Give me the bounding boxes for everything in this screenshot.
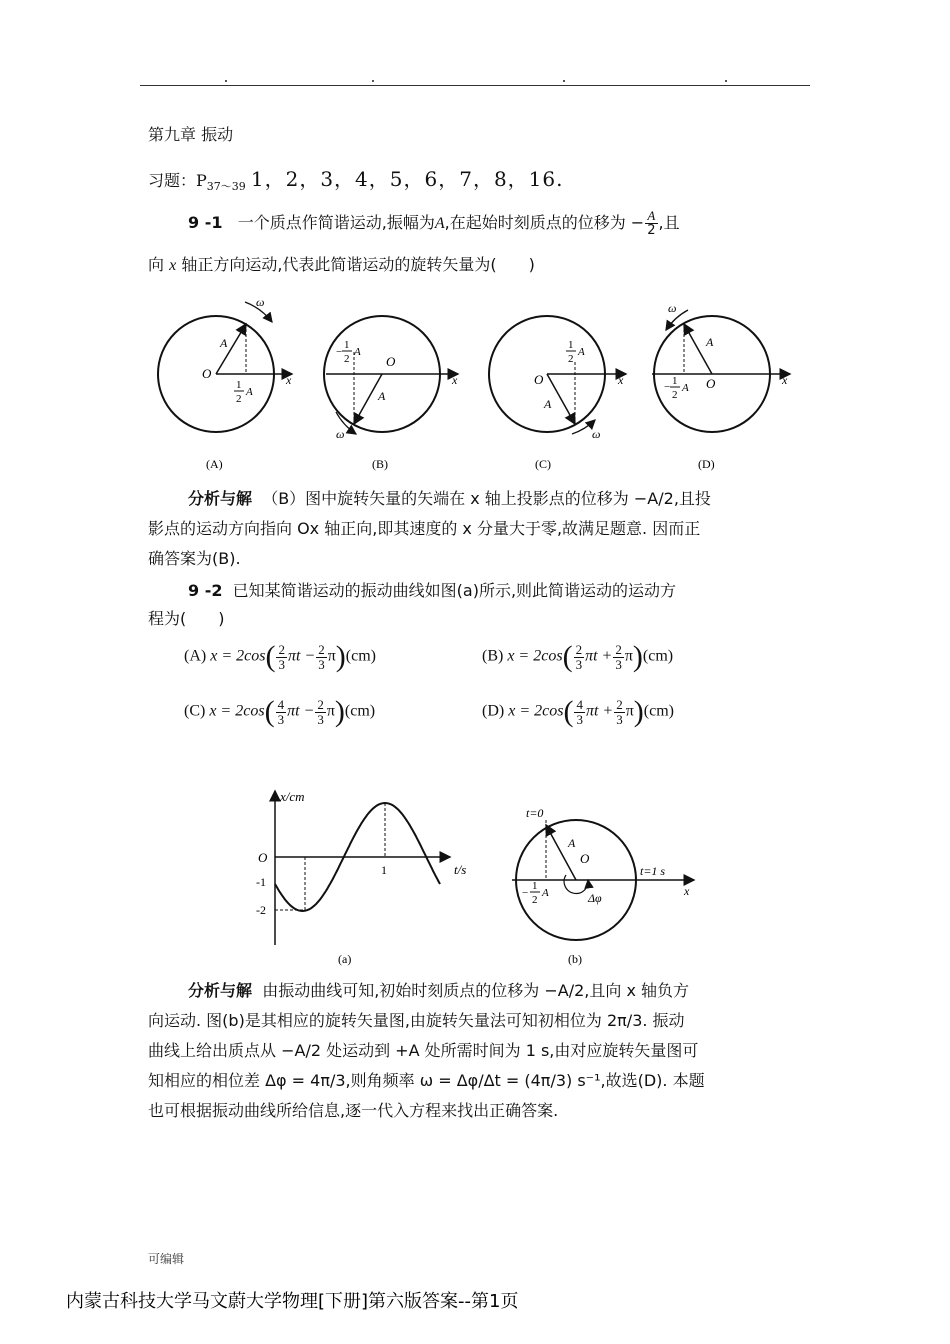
analysis-9-2-line2: 向运动. 图(b)是其相应的旋转矢量图,由旋转矢量法可知初相位为 2π/3. 振动 xyxy=(148,1011,685,1030)
problem-9-1-line2 xyxy=(148,250,535,281)
half-A: A xyxy=(578,346,585,358)
problem-text: ,在起始时刻质点的位移为 − xyxy=(444,213,645,232)
fraction-numerator: 2 xyxy=(616,696,623,712)
x-axis-label: x xyxy=(286,373,292,387)
vector-A-label: A xyxy=(220,336,228,350)
y-tick-label: -2 xyxy=(256,903,266,917)
omega-label: ω xyxy=(336,427,345,441)
fraction xyxy=(614,698,625,727)
vector-A-label: A xyxy=(378,389,386,403)
fraction-numerator: 2 xyxy=(615,641,622,657)
fraction-denominator: 3 xyxy=(318,656,325,672)
fraction-denominator: 2 xyxy=(647,223,656,238)
problem-text: 向 xyxy=(148,255,165,274)
option-lhs: x = 2cos xyxy=(508,702,564,720)
half-A: A xyxy=(354,346,361,358)
fraction xyxy=(574,643,585,672)
scan-dot xyxy=(563,80,565,82)
option-label: (B) xyxy=(482,647,504,665)
y-axis-label: x/cm xyxy=(280,789,305,804)
fraction-denominator: 3 xyxy=(616,711,623,727)
exercise-page-range: 37～39 xyxy=(206,180,246,193)
figure-9-2 xyxy=(250,785,710,970)
vector-A-label: A xyxy=(706,335,714,349)
half-neg: − xyxy=(336,346,343,358)
fraction-numerator: 2 xyxy=(317,696,324,712)
problem-9-2-line2: 程为( ) xyxy=(148,609,225,628)
option-C xyxy=(184,695,375,729)
page-footer-title: 内蒙古科技大学马文蔚大学物理[下册]第六版答案--第1页 xyxy=(66,1291,519,1312)
fraction xyxy=(316,643,327,672)
problem-number: 9 -2 xyxy=(188,581,223,600)
scan-dot xyxy=(725,80,727,82)
option-mid: πt + xyxy=(585,647,613,665)
option-B xyxy=(482,640,673,674)
editable-note: 可编辑 xyxy=(148,1252,185,1266)
vector-A-label: A xyxy=(568,836,576,850)
analysis-9-2-line1 xyxy=(188,976,689,1006)
fraction-numerator: A xyxy=(645,209,657,224)
fraction-denominator: 3 xyxy=(576,711,583,727)
problem-text: 轴正方向运动,代表此简谐运动的旋转矢量为( ) xyxy=(181,255,535,274)
fraction-numerator: 2 xyxy=(575,641,583,657)
option-D xyxy=(482,695,674,729)
vector-A-label: A xyxy=(544,397,552,411)
option-lhs: x = 2cos xyxy=(210,647,266,665)
fraction-denominator: 3 xyxy=(615,656,622,672)
x-axis-label: x xyxy=(782,373,788,387)
option-tail: π xyxy=(625,702,634,720)
half-num: 1 xyxy=(532,880,538,892)
half-A: A xyxy=(682,382,689,394)
half-A: A xyxy=(542,887,549,899)
option-mid: πt − xyxy=(287,647,316,665)
origin-label: O xyxy=(534,372,544,387)
fraction-denominator: 3 xyxy=(278,656,285,672)
paren-close: ) xyxy=(334,695,345,728)
caption-b: (b) xyxy=(568,952,582,966)
diagram-D xyxy=(652,301,790,471)
half-neg: − xyxy=(664,381,671,393)
problem-9-2-line1 xyxy=(188,576,676,606)
symbol-A: A xyxy=(434,215,445,232)
option-mid: πt + xyxy=(585,702,614,720)
paren-open: ( xyxy=(562,640,573,673)
x-axis-label: t/s xyxy=(454,862,467,877)
vibration-curve-a xyxy=(256,789,466,966)
option-A xyxy=(184,640,376,674)
fraction xyxy=(645,209,657,238)
diagram-B xyxy=(324,316,458,471)
half-den: 2 xyxy=(568,353,574,365)
fraction xyxy=(574,698,585,727)
analysis-9-1-line1 xyxy=(188,484,711,514)
fraction-numerator: 4 xyxy=(576,696,583,712)
scan-dot xyxy=(372,80,374,82)
caption-B: (B) xyxy=(372,457,388,471)
half-den: 2 xyxy=(672,389,678,401)
option-label: (D) xyxy=(482,702,505,720)
omega-label: ω xyxy=(256,295,265,309)
caption-C: (C) xyxy=(535,457,551,471)
diagram-A xyxy=(158,295,292,471)
paren-open: ( xyxy=(264,695,275,728)
half-neg: − xyxy=(522,887,529,899)
option-unit: (cm) xyxy=(345,647,376,665)
analysis-label: 分析与解 xyxy=(188,489,253,508)
chapter-title: 第九章 振动 xyxy=(148,125,234,144)
origin-label: O xyxy=(202,366,212,381)
x-axis-label: x xyxy=(618,373,624,387)
fraction xyxy=(276,643,287,672)
origin-label: O xyxy=(258,850,268,865)
analysis-text: 由振动曲线可知,初始时刻质点的位移为 −A/2,且向 x 轴负方 xyxy=(262,981,690,1000)
half-den: 2 xyxy=(344,353,350,365)
option-lhs: x = 2cos xyxy=(209,702,265,720)
y-tick-label: -1 xyxy=(256,875,266,889)
option-unit: (cm) xyxy=(643,702,674,720)
caption-D: (D) xyxy=(698,457,715,471)
option-mid: πt − xyxy=(287,702,315,720)
fraction-denominator: 3 xyxy=(317,711,324,727)
analysis-9-2-line3: 曲线上给出质点从 −A/2 处运动到 +A 处所需时间为 1 s,由对应旋转矢量图可 xyxy=(148,1041,699,1060)
half-num: 1 xyxy=(344,339,350,351)
problem-text: ,且 xyxy=(658,213,680,232)
half-den: 2 xyxy=(236,393,242,405)
t1-label: t=1 s xyxy=(640,864,666,878)
problem-number: 9 -1 xyxy=(188,213,223,232)
fraction xyxy=(613,643,624,672)
fraction xyxy=(315,698,326,727)
half-num: 1 xyxy=(672,375,678,387)
paren-close: ) xyxy=(632,640,643,673)
caption-a: (a) xyxy=(338,952,352,966)
option-unit: (cm) xyxy=(344,702,376,720)
half-den: 2 xyxy=(532,894,538,906)
paren-open: ( xyxy=(563,695,574,728)
omega-label: ω xyxy=(592,427,601,441)
analysis-9-2-line5: 也可根据振动曲线所给信息,逐一代入方程来找出正确答案. xyxy=(148,1101,559,1120)
fraction-numerator: 4 xyxy=(277,696,285,712)
fraction xyxy=(276,698,287,727)
half-num: 1 xyxy=(236,379,242,391)
analysis-9-1-line3: 确答案为(B). xyxy=(148,549,241,568)
exercise-list xyxy=(148,163,563,194)
exercise-prefix: 习题：P xyxy=(148,171,207,190)
fraction-numerator: 2 xyxy=(318,641,325,657)
option-lhs: x = 2cos xyxy=(507,647,563,665)
omega-label: ω xyxy=(668,301,677,315)
option-label: (C) xyxy=(184,702,206,720)
analysis-label: 分析与解 xyxy=(188,981,253,1000)
fraction-denominator: 3 xyxy=(277,711,285,727)
problem-9-1-line1 xyxy=(188,208,680,239)
fraction-denominator: 3 xyxy=(575,656,583,672)
symbol-x: x xyxy=(169,257,177,274)
half-A: A xyxy=(246,386,253,398)
analysis-text: （B）图中旋转矢量的矢端在 x 轴上投影点的位移为 −A/2,且投 xyxy=(262,489,711,508)
x-tick-label: 1 xyxy=(381,863,387,877)
exercise-numbers: 1，2，3，4，5，6，7，8，16. xyxy=(250,167,564,191)
half-num: 1 xyxy=(568,339,574,351)
caption-A: (A) xyxy=(206,457,223,471)
paren-close: ) xyxy=(335,640,346,673)
x-axis-label: x xyxy=(452,373,458,387)
option-tail: π xyxy=(327,647,336,665)
problem-text: 已知某简谐运动的振动曲线如图(a)所示,则此简谐运动的运动方 xyxy=(232,581,677,600)
diagram-C xyxy=(489,316,626,471)
figure-9-1-rotating-vectors xyxy=(140,292,820,482)
analysis-9-1-line2: 影点的运动方向指向 Ox 轴正向,即其速度的 x 分量大于零,故满足题意. 因而正 xyxy=(148,519,701,538)
analysis-9-2-line4: 知相应的相位差 Δφ = 4π/3,则角频率 ω = Δφ/Δt = (4π/3) s⁻¹,故选(D). 本题 xyxy=(148,1071,705,1090)
option-unit: (cm) xyxy=(642,647,674,665)
option-label: (A) xyxy=(184,647,207,665)
option-tail: π xyxy=(624,647,633,665)
origin-label: O xyxy=(580,851,590,866)
rotating-vector-b xyxy=(512,806,694,966)
t0-label: t=0 xyxy=(526,806,544,820)
scan-dot xyxy=(225,80,227,82)
option-tail: π xyxy=(326,702,335,720)
origin-label: O xyxy=(706,376,716,391)
delta-phi-label: Δφ xyxy=(588,891,602,905)
problem-text: 一个质点作简谐运动,振幅为 xyxy=(237,213,435,232)
paren-close: ) xyxy=(633,695,644,728)
header-rule xyxy=(140,85,810,86)
x-axis-label: x xyxy=(684,884,690,898)
origin-label: O xyxy=(386,354,396,369)
paren-open: ( xyxy=(265,640,276,673)
fraction-numerator: 2 xyxy=(278,641,285,657)
